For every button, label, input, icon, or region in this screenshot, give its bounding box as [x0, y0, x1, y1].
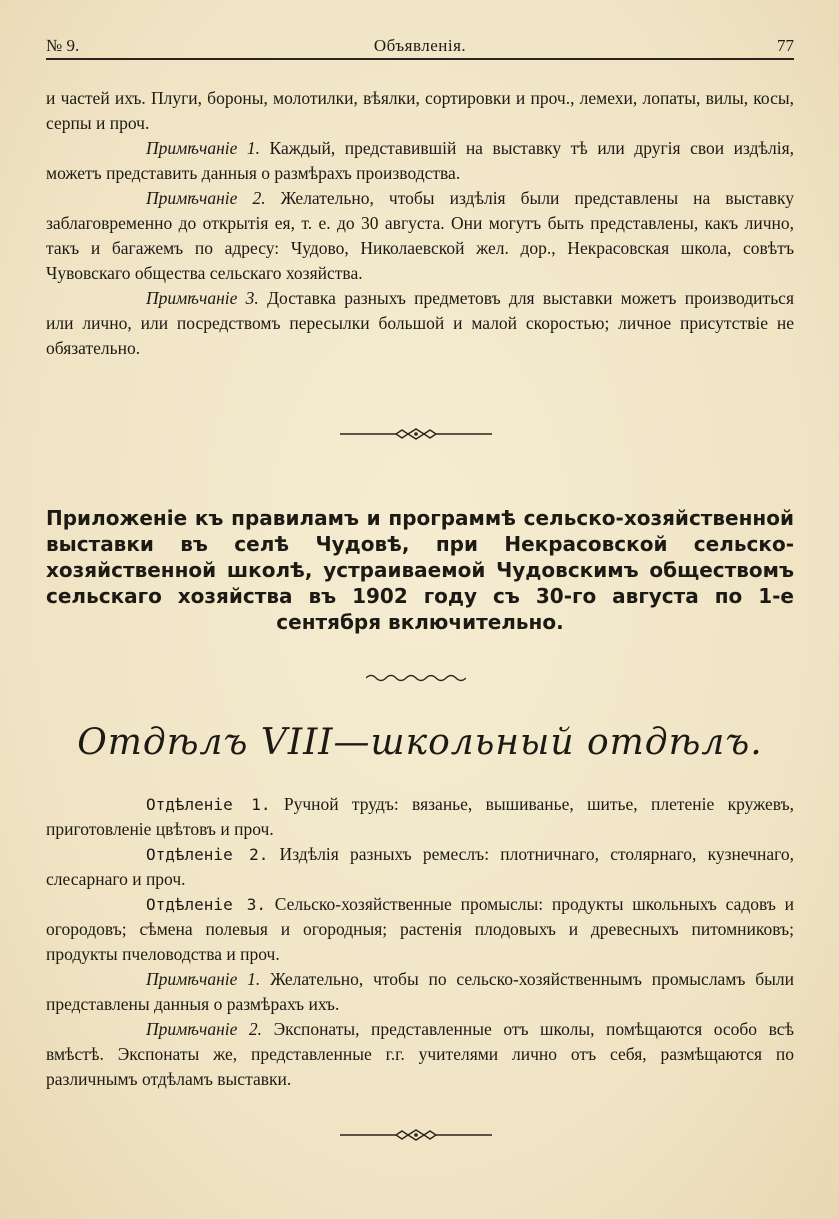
section-1: [46, 792, 794, 842]
section-label: Отдѣленіе 1.: [146, 795, 271, 814]
note-text: Экспонаты, представленные отъ школы, помѣщаются особо всѣ вмѣстѣ. Экспонаты же, представленные г.г. учителями лично отъ себя, размѣщаются по различнымъ отдѣламъ выставки.: [46, 1019, 794, 1089]
note-3: [46, 286, 794, 361]
note-text: Желательно, чтобы по сельско-хозяйственнымъ промысламъ были представлены данныя о размѣрахъ ихъ.: [46, 969, 794, 1014]
appendix-heading: Приложеніе къ правиламъ и программѣ сельско-хозяйственной выставки въ селѣ Чудовѣ, при Некрасовской сельско-хозяйственной школѣ, устраиваемой Чудовскимъ обществомъ сельскаго хозяйства въ 1902 году съ 30-го августа по 1-е сентября включительно.: [46, 506, 794, 634]
note-label: Примѣчаніе 1.: [146, 138, 261, 158]
ornament-divider-bottom: [340, 1128, 492, 1142]
running-header: [46, 34, 794, 60]
note-2: [46, 186, 794, 286]
note-label: Примѣчаніе 3.: [146, 288, 259, 308]
section-title: Отдѣлъ VIII—школьный отдѣлъ.: [77, 722, 763, 763]
section-text: Ручной трудъ: вязанье, вышиванье, шитье, плетеніе кружевъ, приготовленіе цвѣтовъ и проч.: [46, 794, 794, 839]
note-1: [46, 136, 794, 186]
section-3: [46, 892, 794, 967]
sections-block: [46, 792, 794, 1092]
header-title: Объявленія.: [373, 36, 467, 55]
note-text: Каждый, представившій на выставку тѣ или другія свои издѣлія, можетъ представить данныя о размѣрахъ производства.: [46, 138, 794, 183]
note-text: Желательно, чтобы издѣлія были представлены на выставку заблаговременно до открытія ея, т. е. до 30 августа. Они могутъ быть представлены, какъ лично, такъ и багажемъ по адресу: Чудово, Николаевской жел. дор., Некрасовская школа, совѣтъ Чувовскаго общества сельскаго хозяйства.: [46, 188, 794, 283]
wave-divider: [366, 672, 466, 684]
note-label: Примѣчаніе 2.: [146, 1019, 263, 1039]
page-number: 77: [777, 36, 794, 55]
note-text: Доставка разныхъ предметовъ для выставки можетъ производиться или лично, или посредствомъ пересылки большой и малой скоростью; личное присутствіе не обязательно.: [46, 288, 794, 358]
section-text: Сельско-хозяйственные промыслы: продукты школьныхъ садовъ и огородовъ; сѣмена полевыя и огородныя; растенія плодовыхъ и древесныхъ питомниковъ; продукты пчеловодства и проч.: [46, 894, 795, 964]
section-label: Отдѣленіе 2.: [146, 845, 269, 864]
note-label: Примѣчаніе 1.: [146, 969, 261, 989]
section-label: Отдѣленіе 3.: [146, 895, 266, 914]
section-note-1: [46, 967, 794, 1017]
ornament-divider: [340, 427, 492, 441]
section-2: [46, 842, 794, 892]
section-text: Издѣлія разныхъ ремеслъ: плотничнаго, столярнаго, кузнечнаго, слесарнаго и проч.: [46, 844, 795, 889]
section-note-2: [46, 1017, 794, 1092]
paragraph-continuation: и частей ихъ. Плуги, бороны, молотилки, вѣялки, сортировки и проч., лемехи, лопаты, вилы, косы, серпы и проч.: [46, 88, 794, 133]
note-label: Примѣчаніе 2.: [146, 188, 266, 208]
top-text-block: [46, 86, 794, 361]
issue-number: № 9.: [46, 36, 80, 55]
